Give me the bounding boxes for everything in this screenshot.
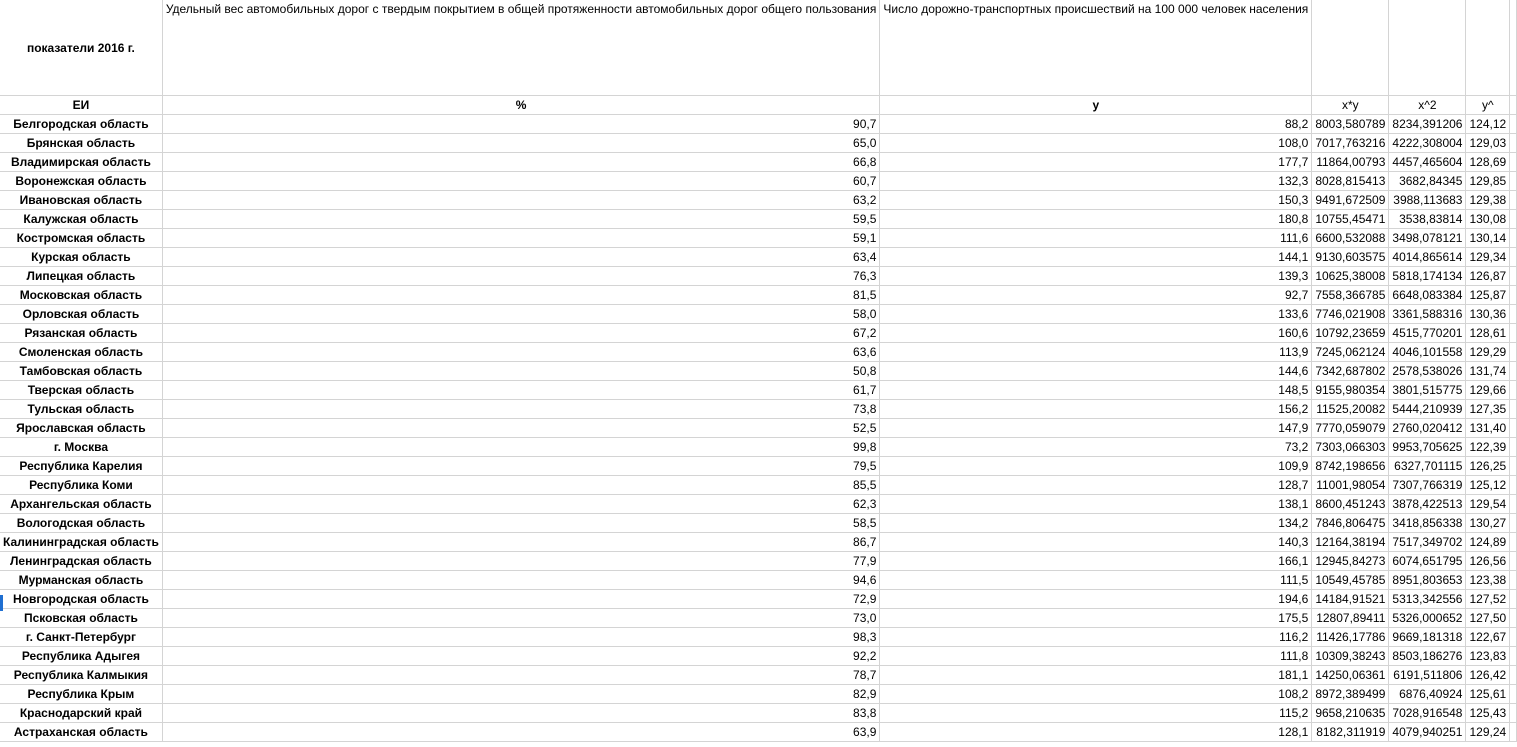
y-hat-cell[interactable]: 127,50 [1466, 609, 1510, 628]
xy-cell[interactable]: 6600,532088 [1312, 229, 1389, 248]
empty-cell[interactable] [1510, 533, 1517, 552]
header-empty-cell[interactable] [1466, 0, 1510, 96]
empty-cell[interactable] [1510, 666, 1517, 685]
x-squared-cell[interactable]: 4046,101558 [1389, 343, 1466, 362]
xy-cell[interactable]: 11001,98054 [1312, 476, 1389, 495]
region-cell[interactable]: Краснодарский край [0, 704, 162, 723]
x-squared-cell[interactable]: 3988,113683 [1389, 191, 1466, 210]
paved-share-cell[interactable]: 50,8 [162, 362, 880, 381]
x-squared-cell[interactable]: 9669,181318 [1389, 628, 1466, 647]
header-empty-cell[interactable] [1389, 0, 1466, 96]
paved-share-cell[interactable]: 59,5 [162, 210, 880, 229]
region-cell[interactable]: г. Санкт-Петербург [0, 628, 162, 647]
region-cell[interactable]: Мурманская область [0, 571, 162, 590]
table-row [0, 324, 1517, 343]
xy-cell[interactable]: 7245,062124 [1312, 343, 1389, 362]
region-cell[interactable]: Республика Коми [0, 476, 162, 495]
accidents-cell[interactable]: 156,2 [880, 400, 1312, 419]
paved-share-cell[interactable]: 82,9 [162, 685, 880, 704]
table-row [0, 609, 1517, 628]
table-row [0, 134, 1517, 153]
region-cell[interactable]: Ярославская область [0, 419, 162, 438]
paved-share-cell[interactable]: 83,8 [162, 704, 880, 723]
y-hat-cell[interactable]: 129,24 [1466, 723, 1510, 742]
empty-cell[interactable] [1510, 324, 1517, 343]
y-hat-cell[interactable]: 129,34 [1466, 248, 1510, 267]
region-cell[interactable]: Липецкая область [0, 267, 162, 286]
region-cell[interactable]: Воронежская область [0, 172, 162, 191]
x-squared-cell[interactable]: 6648,083384 [1389, 286, 1466, 305]
accidents-cell[interactable]: 147,9 [880, 419, 1312, 438]
table-row [0, 571, 1517, 590]
y-hat-cell[interactable]: 126,42 [1466, 666, 1510, 685]
region-cell[interactable]: Московская область [0, 286, 162, 305]
paved-share-cell[interactable]: 98,3 [162, 628, 880, 647]
empty-cell[interactable] [1510, 305, 1517, 324]
region-cell[interactable]: Смоленская область [0, 343, 162, 362]
paved-share-cell[interactable]: 86,7 [162, 533, 880, 552]
xy-cell[interactable]: 12807,89411 [1312, 609, 1389, 628]
region-cell[interactable]: Вологодская область [0, 514, 162, 533]
region-cell[interactable]: Калужская область [0, 210, 162, 229]
paved-share-cell[interactable]: 67,2 [162, 324, 880, 343]
xy-cell[interactable]: 8742,198656 [1312, 457, 1389, 476]
x-squared-cell[interactable]: 5444,210939 [1389, 400, 1466, 419]
accidents-cell[interactable]: 194,6 [880, 590, 1312, 609]
paved-share-cell[interactable]: 94,6 [162, 571, 880, 590]
accidents-cell[interactable]: 180,8 [880, 210, 1312, 229]
x-squared-cell[interactable]: 8234,391206 [1389, 115, 1466, 134]
region-cell[interactable]: Тверская область [0, 381, 162, 400]
x-squared-cell[interactable]: 6327,701115 [1389, 457, 1466, 476]
empty-cell[interactable] [1510, 248, 1517, 267]
paved-share-cell[interactable]: 59,1 [162, 229, 880, 248]
table-row [0, 704, 1517, 723]
xy-cell[interactable]: 14250,06361 [1312, 666, 1389, 685]
empty-cell[interactable] [1510, 438, 1517, 457]
empty-cell[interactable] [1510, 628, 1517, 647]
paved-share-cell[interactable]: 65,0 [162, 134, 880, 153]
region-cell[interactable]: Республика Калмыкия [0, 666, 162, 685]
subheader-yhat[interactable]: y^ [1466, 96, 1510, 115]
y-hat-cell[interactable]: 125,12 [1466, 476, 1510, 495]
xy-cell[interactable]: 8028,815413 [1312, 172, 1389, 191]
paved-share-cell[interactable]: 79,5 [162, 457, 880, 476]
y-hat-cell[interactable]: 127,35 [1466, 400, 1510, 419]
xy-cell[interactable]: 10792,23659 [1312, 324, 1389, 343]
accidents-cell[interactable]: 113,9 [880, 343, 1312, 362]
empty-cell[interactable] [1510, 153, 1517, 172]
x-squared-cell[interactable]: 7517,349702 [1389, 533, 1466, 552]
region-cell[interactable]: Псковская область [0, 609, 162, 628]
paved-share-cell[interactable]: 63,6 [162, 343, 880, 362]
x-squared-cell[interactable]: 3498,078121 [1389, 229, 1466, 248]
accidents-cell[interactable]: 92,7 [880, 286, 1312, 305]
paved-share-cell[interactable]: 92,2 [162, 647, 880, 666]
table-row [0, 381, 1517, 400]
table-row [0, 457, 1517, 476]
xy-cell[interactable]: 7846,806475 [1312, 514, 1389, 533]
x-squared-cell[interactable]: 4014,865614 [1389, 248, 1466, 267]
region-cell[interactable]: г. Москва [0, 438, 162, 457]
table-row [0, 305, 1517, 324]
table-row [0, 685, 1517, 704]
paved-share-cell[interactable]: 72,9 [162, 590, 880, 609]
y-hat-cell[interactable]: 129,85 [1466, 172, 1510, 191]
xy-cell[interactable]: 9155,980354 [1312, 381, 1389, 400]
xy-cell[interactable]: 8972,389499 [1312, 685, 1389, 704]
y-hat-cell[interactable]: 123,83 [1466, 647, 1510, 666]
paved-share-cell[interactable]: 85,5 [162, 476, 880, 495]
accidents-cell[interactable]: 134,2 [880, 514, 1312, 533]
empty-cell[interactable] [1510, 704, 1517, 723]
x-squared-cell[interactable]: 4222,308004 [1389, 134, 1466, 153]
table-row [0, 248, 1517, 267]
table-row [0, 476, 1517, 495]
y-hat-cell[interactable]: 129,29 [1466, 343, 1510, 362]
xy-cell[interactable]: 11525,20082 [1312, 400, 1389, 419]
xy-cell[interactable]: 7746,021908 [1312, 305, 1389, 324]
paved-share-cell[interactable]: 52,5 [162, 419, 880, 438]
subheader-region[interactable]: ЕИ [0, 96, 162, 115]
region-cell[interactable]: Тамбовская область [0, 362, 162, 381]
empty-cell[interactable] [1510, 191, 1517, 210]
table-row [0, 172, 1517, 191]
table-row [0, 590, 1517, 609]
region-cell[interactable]: Новгородская область [0, 590, 162, 609]
accidents-cell[interactable]: 116,2 [880, 628, 1312, 647]
paved-share-cell[interactable]: 61,7 [162, 381, 880, 400]
region-cell[interactable]: Ленинградская область [0, 552, 162, 571]
x-squared-cell[interactable]: 6191,511806 [1389, 666, 1466, 685]
table-row [0, 419, 1517, 438]
empty-cell[interactable] [1510, 362, 1517, 381]
accidents-cell[interactable]: 133,6 [880, 305, 1312, 324]
table-row [0, 533, 1517, 552]
x-squared-cell[interactable]: 9953,705625 [1389, 438, 1466, 457]
accidents-cell[interactable]: 166,1 [880, 552, 1312, 571]
paved-share-cell[interactable]: 63,2 [162, 191, 880, 210]
table-row [0, 438, 1517, 457]
region-cell[interactable]: Рязанская область [0, 324, 162, 343]
accidents-cell[interactable]: 128,7 [880, 476, 1312, 495]
table-row [0, 115, 1517, 134]
subheader-xy[interactable]: x*y [1312, 96, 1389, 115]
y-hat-cell[interactable]: 130,36 [1466, 305, 1510, 324]
table-row [0, 400, 1517, 419]
subheader-row [0, 96, 1517, 115]
region-cell[interactable]: Калининградская область [0, 533, 162, 552]
header-paved-roads-share[interactable]: Удельный вес автомобильных дорог с твердым покрытием в общей протяженности автомобильных дорог общего пользования [162, 0, 880, 96]
accidents-cell[interactable]: 108,0 [880, 134, 1312, 153]
table-row [0, 286, 1517, 305]
region-cell[interactable]: Архангельская область [0, 495, 162, 514]
xy-cell[interactable]: 11864,00793 [1312, 153, 1389, 172]
empty-cell[interactable] [1510, 115, 1517, 134]
y-hat-cell[interactable]: 123,38 [1466, 571, 1510, 590]
region-cell[interactable]: Республика Крым [0, 685, 162, 704]
accidents-cell[interactable]: 111,6 [880, 229, 1312, 248]
y-hat-cell[interactable]: 125,43 [1466, 704, 1510, 723]
paved-share-cell[interactable]: 66,8 [162, 153, 880, 172]
accidents-cell[interactable]: 109,9 [880, 457, 1312, 476]
accidents-cell[interactable]: 88,2 [880, 115, 1312, 134]
empty-cell[interactable] [1510, 685, 1517, 704]
x-squared-cell[interactable]: 5313,342556 [1389, 590, 1466, 609]
y-hat-cell[interactable]: 125,87 [1466, 286, 1510, 305]
paved-share-cell[interactable]: 81,5 [162, 286, 880, 305]
table-row [0, 210, 1517, 229]
accidents-cell[interactable]: 128,1 [880, 723, 1312, 742]
xy-cell[interactable]: 11426,17786 [1312, 628, 1389, 647]
table-row [0, 362, 1517, 381]
y-hat-cell[interactable]: 126,87 [1466, 267, 1510, 286]
accidents-cell[interactable]: 132,3 [880, 172, 1312, 191]
region-cell[interactable]: Орловская область [0, 305, 162, 324]
empty-cell[interactable] [1510, 400, 1517, 419]
table-row [0, 666, 1517, 685]
accidents-cell[interactable]: 148,5 [880, 381, 1312, 400]
y-hat-cell[interactable]: 126,25 [1466, 457, 1510, 476]
xy-cell[interactable]: 7342,687802 [1312, 362, 1389, 381]
xy-cell[interactable]: 7017,763216 [1312, 134, 1389, 153]
empty-cell[interactable] [1510, 286, 1517, 305]
accidents-cell[interactable]: 144,1 [880, 248, 1312, 267]
accidents-cell[interactable]: 175,5 [880, 609, 1312, 628]
paved-share-cell[interactable]: 99,8 [162, 438, 880, 457]
header-accidents-per-100k[interactable]: Число дорожно-транспортных происшествий на 100 000 человек населения [880, 0, 1312, 96]
accidents-cell[interactable]: 144,6 [880, 362, 1312, 381]
accidents-cell[interactable]: 115,2 [880, 704, 1312, 723]
empty-cell[interactable] [1510, 267, 1517, 286]
table-row [0, 343, 1517, 362]
xy-cell[interactable]: 7303,066303 [1312, 438, 1389, 457]
y-hat-cell[interactable]: 129,38 [1466, 191, 1510, 210]
x-squared-cell[interactable]: 6074,651795 [1389, 552, 1466, 571]
empty-cell[interactable] [1510, 457, 1517, 476]
xy-cell[interactable]: 10755,45471 [1312, 210, 1389, 229]
xy-cell[interactable]: 12945,84273 [1312, 552, 1389, 571]
paved-share-cell[interactable]: 90,7 [162, 115, 880, 134]
empty-cell[interactable] [1510, 229, 1517, 248]
accidents-cell[interactable]: 140,3 [880, 533, 1312, 552]
subheader-y[interactable]: y [880, 96, 1312, 115]
subheader-x2[interactable]: x^2 [1389, 96, 1466, 115]
xy-cell[interactable]: 9130,603575 [1312, 248, 1389, 267]
empty-cell[interactable] [1510, 381, 1517, 400]
xy-cell[interactable]: 9658,210635 [1312, 704, 1389, 723]
empty-cell[interactable] [1510, 723, 1517, 742]
paved-share-cell[interactable]: 78,7 [162, 666, 880, 685]
xy-cell[interactable]: 12164,38194 [1312, 533, 1389, 552]
x-squared-cell[interactable]: 3682,84345 [1389, 172, 1466, 191]
empty-cell[interactable] [1510, 134, 1517, 153]
xy-cell[interactable]: 10549,45785 [1312, 571, 1389, 590]
x-squared-cell[interactable]: 3418,856338 [1389, 514, 1466, 533]
xy-cell[interactable]: 8182,311919 [1312, 723, 1389, 742]
y-hat-cell[interactable]: 131,74 [1466, 362, 1510, 381]
x-squared-cell[interactable]: 5326,000652 [1389, 609, 1466, 628]
paved-share-cell[interactable]: 63,9 [162, 723, 880, 742]
accidents-cell[interactable]: 111,5 [880, 571, 1312, 590]
region-cell[interactable]: Брянская область [0, 134, 162, 153]
x-squared-cell[interactable]: 3361,588316 [1389, 305, 1466, 324]
empty-cell[interactable] [1510, 571, 1517, 590]
region-cell[interactable]: Астраханская область [0, 723, 162, 742]
subheader-empty-cell[interactable] [1510, 96, 1517, 115]
x-squared-cell[interactable]: 2760,020412 [1389, 419, 1466, 438]
subheader-x[interactable]: % [162, 96, 880, 115]
x-squared-cell[interactable]: 3538,83814 [1389, 210, 1466, 229]
xy-cell[interactable]: 8600,451243 [1312, 495, 1389, 514]
paved-share-cell[interactable]: 77,9 [162, 552, 880, 571]
region-cell[interactable]: Курская область [0, 248, 162, 267]
accidents-cell[interactable]: 150,3 [880, 191, 1312, 210]
accidents-cell[interactable]: 73,2 [880, 438, 1312, 457]
x-squared-cell[interactable]: 2578,538026 [1389, 362, 1466, 381]
table-row [0, 267, 1517, 286]
table-row [0, 723, 1517, 742]
accidents-cell[interactable]: 139,3 [880, 267, 1312, 286]
y-hat-cell[interactable]: 122,39 [1466, 438, 1510, 457]
xy-cell[interactable]: 7558,366785 [1312, 286, 1389, 305]
y-hat-cell[interactable]: 128,69 [1466, 153, 1510, 172]
y-hat-cell[interactable]: 129,54 [1466, 495, 1510, 514]
paved-share-cell[interactable]: 58,5 [162, 514, 880, 533]
empty-cell[interactable] [1510, 343, 1517, 362]
region-cell[interactable]: Тульская область [0, 400, 162, 419]
x-squared-cell[interactable]: 7028,916548 [1389, 704, 1466, 723]
region-cell[interactable]: Белгородская область [0, 115, 162, 134]
table-row [0, 495, 1517, 514]
header-row [0, 0, 1517, 96]
y-hat-cell[interactable]: 130,14 [1466, 229, 1510, 248]
empty-cell[interactable] [1510, 419, 1517, 438]
paved-share-cell[interactable]: 58,0 [162, 305, 880, 324]
region-cell[interactable]: Республика Карелия [0, 457, 162, 476]
x-squared-cell[interactable]: 6876,40924 [1389, 685, 1466, 704]
table-row [0, 229, 1517, 248]
xy-cell[interactable]: 14184,91521 [1312, 590, 1389, 609]
paved-share-cell[interactable]: 73,8 [162, 400, 880, 419]
xy-cell[interactable]: 7770,059079 [1312, 419, 1389, 438]
region-cell[interactable]: Владимирская область [0, 153, 162, 172]
x-squared-cell[interactable]: 7307,766319 [1389, 476, 1466, 495]
y-hat-cell[interactable]: 130,08 [1466, 210, 1510, 229]
header-empty-cell[interactable] [1510, 0, 1517, 96]
paved-share-cell[interactable]: 62,3 [162, 495, 880, 514]
empty-cell[interactable] [1510, 552, 1517, 571]
accidents-cell[interactable]: 108,2 [880, 685, 1312, 704]
x-squared-cell[interactable]: 8503,186276 [1389, 647, 1466, 666]
y-hat-cell[interactable]: 124,89 [1466, 533, 1510, 552]
x-squared-cell[interactable]: 3801,515775 [1389, 381, 1466, 400]
y-hat-cell[interactable]: 129,03 [1466, 134, 1510, 153]
empty-cell[interactable] [1510, 210, 1517, 229]
table-row [0, 628, 1517, 647]
accidents-cell[interactable]: 138,1 [880, 495, 1312, 514]
x-squared-cell[interactable]: 4457,465604 [1389, 153, 1466, 172]
xy-cell[interactable]: 9491,672509 [1312, 191, 1389, 210]
xy-cell[interactable]: 10309,38243 [1312, 647, 1389, 666]
table-row [0, 153, 1517, 172]
x-squared-cell[interactable]: 5818,174134 [1389, 267, 1466, 286]
empty-cell[interactable] [1510, 172, 1517, 191]
y-hat-cell[interactable]: 129,66 [1466, 381, 1510, 400]
accidents-cell[interactable]: 177,7 [880, 153, 1312, 172]
x-squared-cell[interactable]: 4079,940251 [1389, 723, 1466, 742]
accidents-cell[interactable]: 111,8 [880, 647, 1312, 666]
empty-cell[interactable] [1510, 609, 1517, 628]
paved-share-cell[interactable]: 76,3 [162, 267, 880, 286]
row-selection-marker [0, 595, 3, 611]
y-hat-cell[interactable]: 125,61 [1466, 685, 1510, 704]
y-hat-cell[interactable]: 124,12 [1466, 115, 1510, 134]
y-hat-cell[interactable]: 131,40 [1466, 419, 1510, 438]
paved-share-cell[interactable]: 60,7 [162, 172, 880, 191]
table-row [0, 191, 1517, 210]
xy-cell[interactable]: 8003,580789 [1312, 115, 1389, 134]
y-hat-cell[interactable]: 130,27 [1466, 514, 1510, 533]
paved-share-cell[interactable]: 73,0 [162, 609, 880, 628]
empty-cell[interactable] [1510, 514, 1517, 533]
empty-cell[interactable] [1510, 476, 1517, 495]
header-empty-cell[interactable] [1312, 0, 1389, 96]
y-hat-cell[interactable]: 127,52 [1466, 590, 1510, 609]
y-hat-cell[interactable]: 128,61 [1466, 324, 1510, 343]
region-cell[interactable]: Республика Адыгея [0, 647, 162, 666]
accidents-cell[interactable]: 181,1 [880, 666, 1312, 685]
x-squared-cell[interactable]: 8951,803653 [1389, 571, 1466, 590]
region-cell[interactable]: Ивановская область [0, 191, 162, 210]
paved-share-cell[interactable]: 63,4 [162, 248, 880, 267]
xy-cell[interactable]: 10625,38008 [1312, 267, 1389, 286]
empty-cell[interactable] [1510, 590, 1517, 609]
empty-cell[interactable] [1510, 647, 1517, 666]
empty-cell[interactable] [1510, 495, 1517, 514]
accidents-cell[interactable]: 160,6 [880, 324, 1312, 343]
table-row [0, 552, 1517, 571]
region-cell[interactable]: Костромская область [0, 229, 162, 248]
y-hat-cell[interactable]: 122,67 [1466, 628, 1510, 647]
x-squared-cell[interactable]: 3878,422513 [1389, 495, 1466, 514]
table-row [0, 514, 1517, 533]
table-row [0, 647, 1517, 666]
x-squared-cell[interactable]: 4515,770201 [1389, 324, 1466, 343]
y-hat-cell[interactable]: 126,56 [1466, 552, 1510, 571]
header-corner-cell[interactable]: показатели 2016 г. [0, 0, 162, 96]
